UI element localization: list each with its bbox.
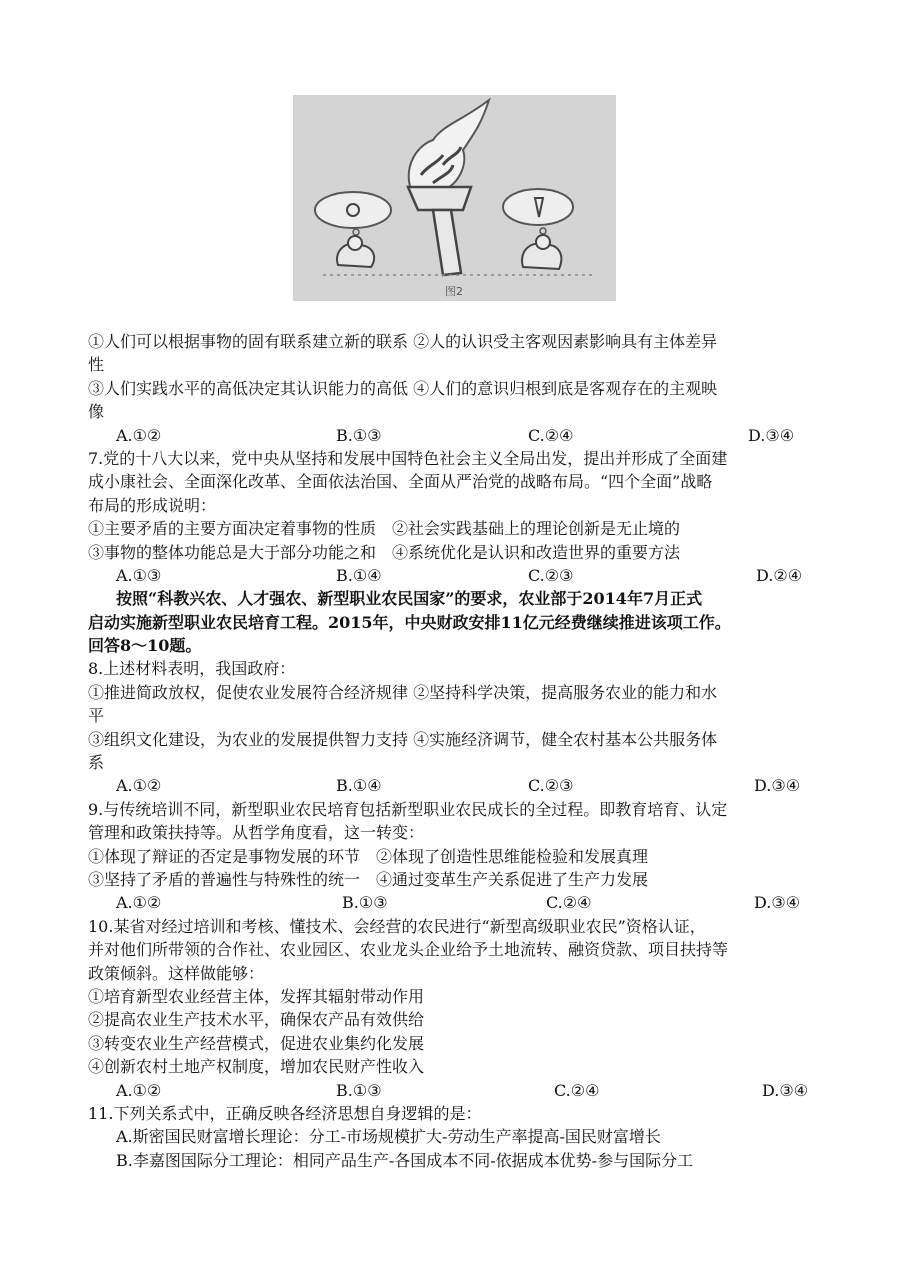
choice-c[interactable]: C.②④ [546,893,592,913]
q8-line: ③组织文化建设，为农业的发展提供智力支持 ④实施经济调节，健全农村基本公共服务体 [88,729,718,749]
choice-d[interactable]: D.②④ [756,565,803,585]
choice-a[interactable]: A.①② [116,893,162,913]
choice-a[interactable]: A.①② [116,425,162,445]
q9-line: 9.与传统培训不同，新型职业农民培育包括新型职业农民成长的全过程。即教育培育、认定 [88,799,728,819]
cartoon-figure [293,95,616,301]
q11-line: 11.下列关系式中，正确反映各经济思想自身逻辑的是： [88,1103,482,1123]
questions [88,330,828,1172]
choice-c[interactable]: C.②③ [528,565,574,585]
q8-line: ①推进简政放权，促使农业发展符合经济规律 ②坚持科学决策，提高服务农业的能力和水 [88,682,718,702]
choice-b[interactable]: B.①③ [336,1080,382,1100]
choice-d[interactable]: D.③④ [748,425,795,445]
q10-line: 并对他们所带领的合作社、农业园区、农业龙头企业给予土地流转、融资贷款、项目扶持等 [88,940,729,960]
q6-option-line: ①人们可以根据事物的固有联系建立新的联系 ②人的认识受主客观因素影响具有主体差异 [88,332,718,351]
choice-b[interactable]: B.①③ [342,893,388,913]
q9-line: 管理和政策扶持等。从哲学角度看，这一转变： [88,823,425,843]
torch-cartoon-image [293,95,616,301]
q10-line: 10.某省对经过培训和考核、懂技术、会经营的农民进行“新型高级职业农民”资格认证， [88,916,706,936]
choice-c[interactable]: C.②③ [528,776,574,796]
choice-c[interactable]: C.②④ [554,1080,600,1100]
material-line: 启动实施新型职业农民培育工程。2015年，中央财政安排11亿元经费继续推进该项工作。 [88,612,731,632]
q7-choices [88,564,828,587]
choice-d[interactable]: D.③④ [762,1080,809,1100]
q8-line: 8.上述材料表明，我国政府： [88,659,296,679]
q8-choices [88,774,828,797]
q6-choices [88,424,828,447]
q8-line: 平 [88,706,105,726]
q7-line: 布局的形成说明： [88,495,217,515]
q10-line: 政策倾斜。这样做能够： [88,963,265,983]
q10-line: ①培育新型农业经营主体，发挥其辐射带动作用 [88,986,425,1006]
q9-choices [88,891,828,914]
choice-d[interactable]: D.③④ [754,776,801,796]
q7-line: ①主要矛盾的主要方面决定着事物的性质 ②社会实践基础上的理论创新是无止境的 [88,519,681,539]
q6-option-line: 性 [88,355,105,375]
q10-line: ④创新农村土地产权制度，增加农民财产性收入 [88,1057,425,1077]
q10-line: ②提高农业生产技术水平，确保农产品有效供给 [88,1010,425,1030]
q7-line: ③事物的整体功能总是大于部分功能之和 ④系统优化是认识和改造世界的重要方法 [88,542,681,562]
q8-line: 系 [88,753,105,773]
choice-a[interactable]: A.①③ [116,565,162,585]
material-line: 回答8～10题。 [88,636,202,656]
choice-a[interactable]: A.①② [116,776,162,796]
q6-option-line: 像 [88,402,105,422]
material-line: 按照“科教兴农、人才强农、新型职业农民国家”的要求，农业部于2014年7月正式 [116,589,703,609]
q6-option-line: ③人们实践水平的高低决定其认识能力的高低 ④人们的意识归根到底是客观存在的主观映 [88,378,718,398]
q10-line: ③转变农业生产经营模式，促进农业集约化发展 [88,1033,425,1053]
q9-line: ①体现了辩证的否定是事物发展的环节 ②体现了创造性思维能检验和发展真理 [88,846,649,866]
q9-line: ③坚持了矛盾的普遍性与特殊性的统一 ④通过变革生产关系促进了生产力发展 [88,869,649,889]
choice-b[interactable]: B.①④ [336,776,382,796]
choice-b[interactable]: B.①④ [336,565,382,585]
choice-d[interactable]: D.③④ [754,893,801,913]
q11-option-a[interactable]: A.斯密国民财富增长理论：分工-市场规模扩大-劳动生产率提高-国民财富增长 [116,1127,661,1147]
choice-c[interactable]: C.②④ [528,425,574,445]
choice-a[interactable]: A.①② [116,1080,162,1100]
q10-choices [88,1079,828,1102]
choice-b[interactable]: B.①③ [336,425,382,445]
figure-caption: 图2 [445,285,463,298]
q7-line: 成小康社会、全面深化改革、全面依法治国、全面从严治党的战略布局。“四个全面”战略 [88,472,713,492]
q7-line: 7.党的十八大以来，党中央从坚持和发展中国特色社会主义全局出发，提出并形成了全面建 [88,448,728,468]
q11-option-b[interactable]: B.李嘉图国际分工理论：相同产品生产-各国成本不同-依据成本优势-参与国际分工 [116,1150,694,1170]
